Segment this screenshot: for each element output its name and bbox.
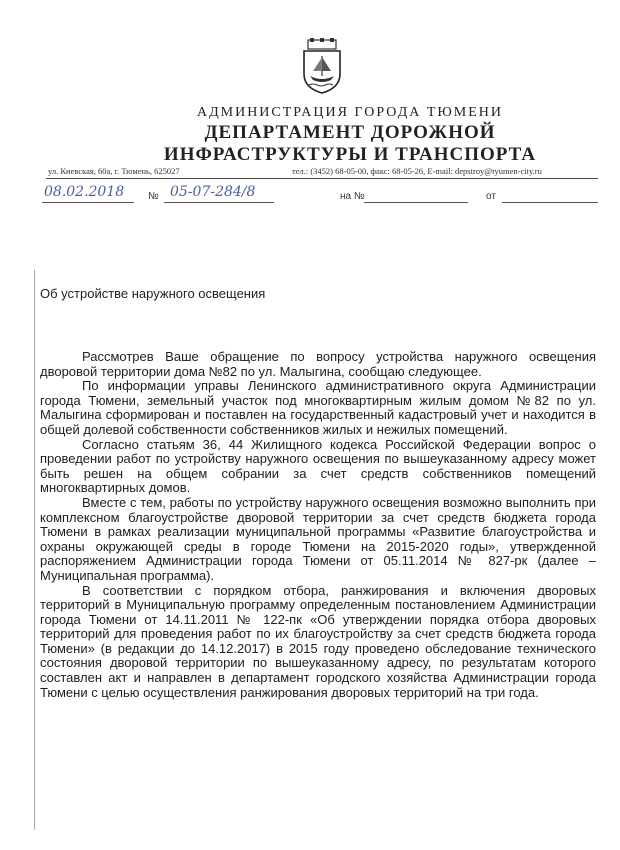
org-line-administration: АДМИНИСТРАЦИЯ ГОРОДА ТЮМЕНИ [196,105,504,120]
from-label: от [486,191,496,202]
paragraph-2: По информации управы Ленинского административного округа Администрации города Тюмени, земельный участок под многоквартирным жилым домом №82 по ул. Малыгина сформирован и поставлен на государственный кадастровый учет и находится в общей долевой собственности собственников жилых и нежилых помещений. [40,378,596,437]
paragraph-1: Рассмотрев Ваше обращение по вопросу устройства наружного освещения дворовой территории дома №82 по ул. Малыгина, сообщаю следующее. [40,349,596,379]
paragraph-3: Согласно статьям 36, 44 Жилищного кодекса Российской Федерации вопрос о проведении работ по устройству наружного освещения по вышеуказанному адресу может быть решен на общем собрании за счет средств собственников помещений многоквартирных домов. [40,436,596,496]
margin-line [34,270,35,830]
reply-to-label: на № [340,191,365,202]
contacts: тел.: (3452) 68-05-00, факс: 68-05-26, E-mail: depstroy@tyumen-city.ru [292,166,542,176]
number-label: № [148,191,159,202]
address: ул. Киевская, 60а, г. Тюмень, 625027 [48,166,180,176]
registration-date: 08.02.2018 [44,184,125,200]
number-underline [164,202,274,203]
letterhead-divider [46,178,598,179]
org-line-infrastructure: ИНФРАСТРУКТУРЫ И ТРАНСПОРТА [163,144,537,165]
reply-number-underline [364,202,468,203]
letter-body [40,350,596,700]
date-underline [42,202,134,203]
tyumen-coat-of-arms-icon [300,38,344,94]
paragraph-4: Вместе с тем, работы по устройству наружного освещения возможно выполнить при комплексном благоустройстве дворовой территории за счет средств бюджета города Тюмени в рамках реализации муниципальной программы «Развитие благоустройства и охраны окружающей среды в городе Тюмени на 2015-2020 годы», утвержденной распоряжением Администрации города Тюмени от 05.11.2014 № 827-рк (далее – Муниципальная программа). [40,494,596,583]
org-line-department: ДЕПАРТАМЕНТ ДОРОЖНОЙ [204,122,496,143]
letter-subject: Об устройстве наружного освещения [40,286,266,301]
paragraph-5: В соответствии с порядком отбора, ранжирования и включения дворовых территорий в Муниципальную программу определенным постановлением Администрации города Тюмени от 14.11.2011 № 122-пк «Об утверждении порядка отбора дворовых территорий для проведения работ по их благоустройству за счет средств бюджета города Тюмени» (в редакции до 14.12.2017) в 2015 году проведено обследование технического состояния дворовой территории по вышеуказанному адресу, по результатам которого составлен акт и направлен в департамент городского хозяйства Администрации города Тюмени с целью осуществления ранжирования дворовых территорий на три года. [40,582,596,700]
registration-number: 05-07-284/8 [170,184,256,200]
from-date-underline [502,202,598,203]
